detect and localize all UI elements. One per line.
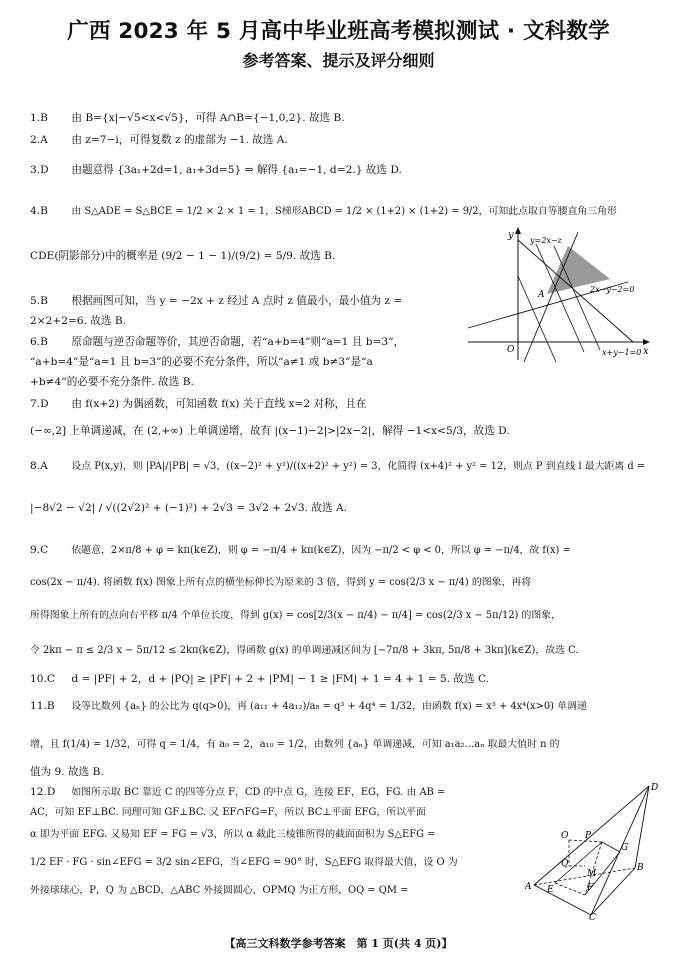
label-O: O [561, 831, 569, 841]
answer-text: |−8√2 − √2| / √((2√2)² + (−1)²) + 2√3 = 3√2 + 2√3. 故选 A. [30, 502, 347, 514]
answer-6 [30, 334, 404, 349]
page-subtitle: 参考答案、提示及评分细则 [242, 51, 435, 70]
answer-text: 增，且 f(1/4) = 1/32，可得 q = 1/4，有 a₉ = 2，a₁₀ = 1/2，由数列 {aₙ} 单调递减，可知 a₁a₂…aₙ 取最大值时 n 的 [30, 739, 560, 750]
label-eq2: 2x−y−2=0 [590, 285, 635, 294]
label-E: E [547, 885, 554, 895]
answer-9-line-3 [30, 607, 561, 621]
answer-text: 外接球球心，P，Q 为 △BCD，△ABC 外接圆圆心，OPMQ 为正方形，OQ = QM = [30, 885, 409, 896]
answer-text: 设点 P(x,y)，则 |PA|/|PB| = √3，((x−2)² + y²)/((x+2)² + y²) = 3，化简得 (x+4)² + y² = 12，则点 P 到直线 l 最大距离 d = [71, 461, 646, 472]
label-eq3: x+y−1=0 [602, 348, 642, 357]
answer-9-line-4 [30, 642, 578, 656]
answer-text: 由 S△ADE = S△BCE = 1/2 × 2 × 1 = 1，S梯形ABCD = 1/2 × (1+2) × (1+2) = 9/2，可知此点取自等腰直角三角形 [71, 206, 617, 217]
answer-text: 由 B={x|−√5<x<√5}，可得 A∩B={−1,0,2}. 故选 B. [71, 112, 345, 124]
x-axis-arrow [643, 339, 650, 345]
answer-text: 令 2kπ − π ≤ 2/3 x − 5π/12 ≤ 2kπ(k∈Z)，得函数 g(x) 的单调递减区间为 [−7π/8 + 3kπ, 5π/8 + 3kπ](k∈Z)，故选 C. [30, 645, 579, 656]
answer-text: 如图所示取 BC 靠近 C 的四等分点 F，CD 的中点 G，连接 EF，EG，FG. 由 AB = [71, 787, 446, 798]
page-footer: 【高三文科数学参考答案 第 1 页(共 4 页)】 [224, 937, 453, 950]
answer-text: d = |PF| + 2，d + |PQ| ≥ |PF| + 2 + |PM| − 1 ≥ |FM| + 1 = 4 + 1 = 5. 故选 C. [71, 673, 490, 685]
answer-number: 4.B [30, 205, 48, 217]
answer-text: 设等比数列 {aₙ} 的公比为 q(q>0)，再 (a₁₁ + 4a₁₂)/a₈ = q³ + 4q⁴ = 1/32，由函数 f(x) = x³ + 4x⁴(x>0) 单调递 [71, 701, 587, 712]
answer-number: 12.D [30, 786, 56, 798]
answer-text: CDE(阴影部分)中的概率是 (9/2 − 1 − 1)/(9/2) = 5/9. 故选 B. [30, 250, 336, 262]
answer-10 [30, 671, 489, 686]
answer-12-line-2 [30, 804, 426, 818]
answer-text: α 即为平面 EFG. 又易知 EF = FG = √3，所以 α 截此三棱锥所得的截面面积为 S△EFG = [30, 829, 436, 840]
answer-text: 原命题与逆否命题等价，其逆否命题，若“a+b=4”则“a=1 且 b=3”， [71, 336, 405, 348]
label-Q: Q [561, 859, 569, 869]
answer-text: AC，可知 EF⊥BC. 同理可知 GF⊥BC. 又 EF∩FG=F，所以 BC⊥平面 EFG，所以平面 [30, 807, 426, 818]
answer-9 [30, 542, 571, 556]
answer-text: 由 f(x+2) 为偶函数，可知函数 f(x) 关于直线 x=2 对称，且在 [71, 398, 367, 410]
answer-6-line-2 [30, 354, 373, 369]
answer-number: 7.D [30, 398, 49, 410]
answer-text: 根据画图可知，当 y = −2x + z 经过 A 点时 z 值最小，最小值为 z = [71, 295, 403, 307]
answer-text: cos(2x − π/4). 将函数 f(x) 图象上所有点的横坐标伸长为原来的 3 倍，得到 y = cos(2/3 x − π/4) 的图象，再将 [30, 577, 532, 588]
answer-number: 6.B [30, 336, 48, 348]
answer-number: 2.A [30, 134, 48, 146]
answer-11-line-3 [30, 764, 104, 779]
answer-text: (−∞,2] 上单调递减，在 (2,+∞) 上单调递增，故有 |(x−1)−2|>|2x−2|，解得 −1<x<5/3，故选 D. [30, 425, 510, 437]
answer-12 [30, 784, 445, 798]
answer-text: 依题意，2×π/8 + φ = kπ(k∈Z)，则 φ = −π/4 + kπ(k∈Z)，因为 −π/2 < φ < 0，所以 φ = −π/4，故 f(x) = [71, 545, 571, 556]
answer-12-line-5 [30, 882, 408, 896]
answer-text: 值为 9. 故选 B. [30, 766, 104, 778]
answer-text: 所得图象上所有的点向右平移 π/4 个单位长度，得到 g(x) = cos[2/3(x − π/4) − π/4] = cos(2/3 x − 5π/12) 的图象， [30, 610, 562, 621]
answer-number: 10.C [30, 673, 55, 685]
answer-7-line-2 [30, 423, 510, 438]
label-A: A [525, 882, 532, 892]
answer-8-line-2 [30, 500, 347, 515]
label-A: A [538, 290, 545, 300]
answer-number: 8.A [30, 460, 48, 472]
answer-6-line-3 [30, 374, 194, 389]
answer-number: 1.B [30, 112, 48, 124]
label-P: P [585, 831, 592, 841]
answer-number: 3.D [30, 164, 49, 176]
pyramid-figure [525, 780, 660, 920]
answer-9-line-2 [30, 574, 531, 588]
answer-text: 2×2+2=6. 故选 B. [30, 315, 127, 327]
label-y: y [508, 230, 514, 241]
answer-12-line-3 [30, 826, 435, 840]
answer-7 [30, 396, 366, 411]
answer-4-line-2 [30, 248, 335, 263]
y-axis-arrow [515, 227, 521, 234]
answer-text: 由题意得 {3a₁+2d=1, a₁+3d=5} ⇒ 解得 {a₁=−1, d=2.} 故选 D. [71, 164, 402, 176]
answer-12-line-4 [30, 854, 458, 868]
label-D: D [651, 783, 659, 793]
answer-text: 由 z=7−i，可得复数 z 的虚部为 −1. 故选 A. [71, 134, 288, 146]
label-G: G [621, 843, 629, 853]
answer-number: 9.C [30, 544, 49, 556]
answer-number: 5.B [30, 295, 48, 307]
linear-programming-figure [458, 224, 653, 364]
label-C: C [589, 913, 596, 920]
answer-4 [30, 203, 617, 217]
answer-5 [30, 293, 402, 308]
answer-11-line-2 [30, 736, 560, 750]
label-origin: O [507, 345, 515, 355]
answer-text: 1/2 EF · FG · sin∠EFG = 3/2 sin∠EFG，当∠EFG = 90° 时，S△EFG 取得最大值，设 O 为 [30, 857, 458, 868]
label-M: M [587, 869, 597, 879]
answer-5-line-2 [30, 313, 126, 328]
answer-8 [30, 458, 645, 472]
answer-number: 11.B [30, 700, 55, 712]
label-F: F [587, 883, 594, 893]
answer-2 [30, 132, 288, 147]
answer-11 [30, 698, 587, 712]
answer-text: “a+b=4”是“a=1 且 b=3”的必要不充分条件，所以“a≠1 或 b≠3”是“a [30, 356, 373, 368]
answer-text: +b≠4”的必要不充分条件. 故选 B. [30, 376, 194, 388]
answer-1 [30, 110, 345, 125]
label-B: B [637, 863, 644, 873]
label-x: x [643, 346, 649, 357]
label-eq1: y=2x−z [530, 236, 562, 245]
page-title: 广西 2023 年 5 月高中毕业班高考模拟测试 · 文科数学 [67, 19, 610, 44]
answer-3 [30, 162, 402, 177]
